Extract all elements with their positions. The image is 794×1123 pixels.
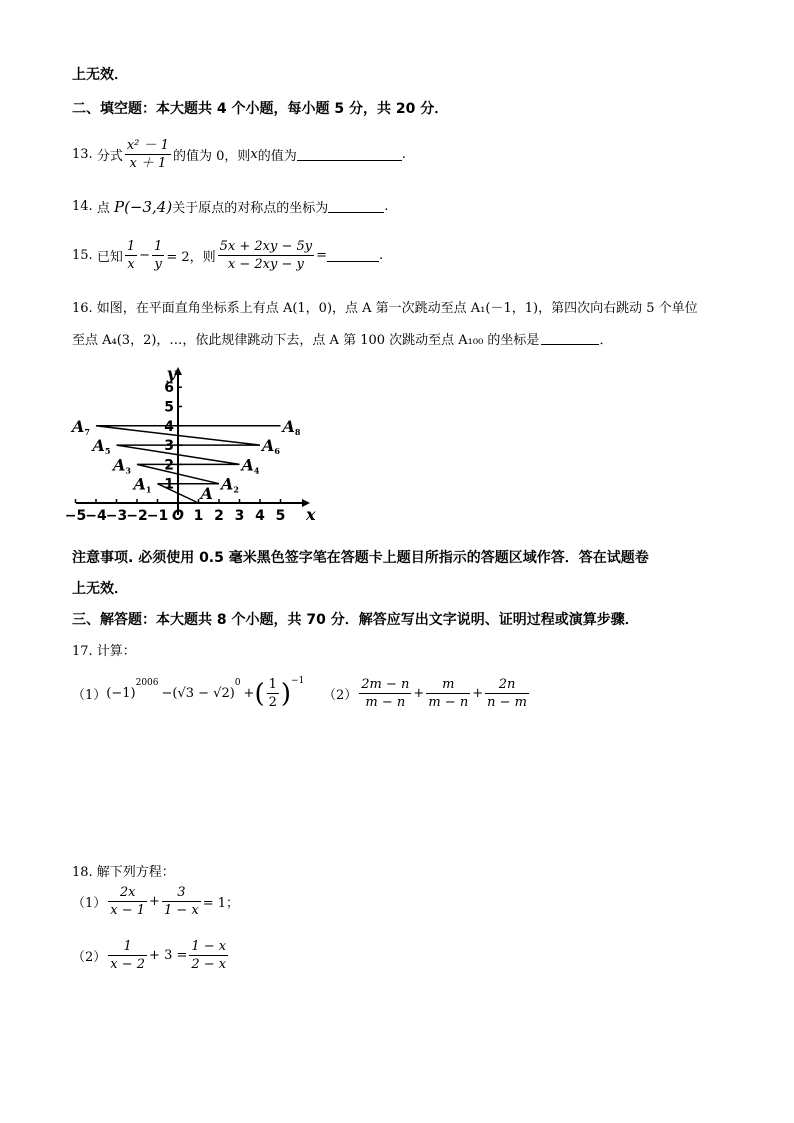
- y-tick-label: 2: [164, 457, 174, 474]
- q15-end: .: [379, 248, 384, 263]
- x-tick-label: −4: [85, 508, 107, 524]
- y-tick-label: 1: [164, 476, 174, 493]
- q15-pre: 已知: [96, 250, 123, 265]
- q17-p1-frac-den: 2: [268, 695, 277, 710]
- q18-p1-f1-den: x − 1: [110, 903, 146, 918]
- q17-p1-plus: +: [243, 686, 255, 701]
- q15-eq: = 2，则: [166, 250, 216, 265]
- q18-part-1: （1） $\frac{2x}{x - 1}$ + $\frac{3}{1 - x}$ = 1；: [72, 885, 240, 918]
- q17-p1-paren-right: ): [280, 678, 292, 709]
- coordinate-figure: [64, 363, 320, 528]
- point-label-3: A3: [113, 455, 131, 476]
- q14-pre: 点: [96, 201, 110, 216]
- q17-p2-frac-3: [485, 676, 529, 711]
- q13-pre: 分式: [96, 149, 123, 164]
- point-label-0: A: [200, 484, 213, 503]
- q16-answer-blank[interactable]: [541, 332, 599, 345]
- q15-frac-1-num: 1: [126, 239, 136, 254]
- q14-end: .: [384, 199, 389, 214]
- q18-p1-f1-num: 2x: [108, 884, 147, 902]
- q17-part-1: [72, 676, 304, 711]
- q15-minus: −: [139, 248, 151, 263]
- point-label-4: A4: [241, 455, 260, 476]
- q17-p1-label: （1）: [72, 688, 107, 703]
- q18-p2-f2-den: 2 − x: [191, 957, 227, 972]
- q17-p1-a: (−1): [106, 686, 136, 701]
- q15-answer-blank[interactable]: [327, 249, 379, 262]
- q18-p1-label: （1）: [72, 896, 107, 911]
- question-17-title: 17. 计算：: [72, 644, 136, 659]
- q13-fraction-num: x² － 1: [126, 138, 169, 153]
- q17-p2-f1-den: m − n: [365, 695, 406, 710]
- question-15: [72, 238, 383, 273]
- q17-p1-paren-left: (: [254, 678, 265, 709]
- q18-p1-f2-num: 3: [162, 884, 201, 902]
- x-tick-label: −1: [146, 508, 169, 524]
- q18-p1-f2-den: 1 − x: [163, 903, 199, 918]
- q18-p2-f2-num: 1 − x: [191, 939, 227, 954]
- q15-frac-1: [125, 238, 137, 273]
- y-axis-label: y: [166, 364, 176, 383]
- point-label-8: A8: [282, 416, 301, 437]
- question-16-line-1: 16. 如图，在平面直角坐标系上有点 A(1，0)，点 A 第一次跳动至点 A₁(－1，1)，第四次向右跳动 5 个单位: [72, 301, 698, 316]
- q18-p1-rhs: = 1；: [202, 896, 240, 911]
- q15-eq2: =: [316, 248, 327, 263]
- x-tick-label: 1: [193, 508, 204, 524]
- q17-p1-frac: [267, 676, 279, 711]
- q17-p2-frac-1: [359, 676, 411, 711]
- q18-part-2: [72, 938, 230, 973]
- q17-p2-frac-2: [426, 676, 470, 711]
- q13-post: 的值为 0，则: [172, 149, 251, 164]
- q13-answer-blank[interactable]: [297, 148, 402, 161]
- section-2-title: 二、填空题：本大题共 4 个小题，每小题 5 分，共 20 分．: [72, 101, 449, 117]
- q18-p1-frac-1: [108, 884, 147, 919]
- point-label-2: A2: [221, 474, 239, 495]
- x-tick-label: −2: [126, 508, 148, 524]
- q16-line2-text: 至点 A₄(3，2)，…，依此规律跳动下去，点 A 第 100 次跳动至点 A₁₀₀ 的坐标是: [72, 333, 540, 348]
- q17-p2-f1-num: 2m − n: [361, 677, 410, 692]
- q18-p1-frac-2: [162, 884, 201, 919]
- q13-end: .: [401, 147, 406, 162]
- point-label-5: A5: [92, 436, 111, 457]
- x-tick-label: 5: [275, 508, 286, 524]
- x-tick-label: −3: [105, 508, 128, 524]
- y-tick-label: 6: [164, 380, 174, 397]
- q15-frac-2-den: y: [154, 257, 162, 272]
- q17-p1-b-exp: 0: [234, 678, 241, 688]
- q17-p1-frac-num: 1: [268, 677, 277, 692]
- q17-part-2: （2） $\frac{2m - n}{m - n}$ + $\frac{m}{m - n}$ + $\frac{2n}{n - m}$: [323, 677, 527, 710]
- q17-p2-f3-den: n − m: [487, 695, 527, 710]
- q14-post: 关于原点的对称点的坐标为: [172, 201, 329, 216]
- q13-number: 13.: [72, 147, 93, 162]
- notice-line-2: 上无效．: [72, 581, 128, 597]
- x-tick-label: 3: [234, 508, 245, 524]
- q14-point: P(−3,4): [113, 197, 173, 216]
- q15-number: 15.: [72, 248, 93, 263]
- q15-frac-3-den: x − 2xy − y: [227, 257, 304, 272]
- y-tick-label: 4: [164, 418, 174, 435]
- q18-p2-frac-1: [108, 938, 147, 973]
- q18-p2-label: （2）: [72, 950, 107, 965]
- x-tick-label: O: [172, 508, 184, 524]
- q17-p1-b: −(√3 − √2): [161, 686, 235, 701]
- x-tick-label: −5: [64, 508, 87, 524]
- carryover-text: 上无效．: [72, 67, 128, 83]
- q17-p2-f3-num: 2n: [485, 676, 529, 694]
- y-tick-label: 5: [164, 399, 174, 416]
- q15-frac-2-num: 1: [154, 239, 163, 254]
- x-tick-label: 2: [214, 508, 224, 524]
- x-tick-label: 4: [255, 508, 265, 524]
- q17-p2-label: （2）: [323, 688, 358, 703]
- q18-p2-frac-2: [189, 938, 228, 973]
- q17-p2-f2-num: m: [426, 676, 470, 694]
- question-16-line-2: [72, 329, 612, 348]
- q13-var: x: [250, 147, 258, 162]
- q14-answer-blank[interactable]: [328, 200, 384, 213]
- y-tick-label: 3: [164, 438, 174, 455]
- x-axis-label: x: [306, 505, 316, 524]
- q13-post2: 的值为: [257, 149, 297, 164]
- q17-p2-f2-den: m − n: [428, 695, 469, 710]
- q18-p2-mid: + 3 =: [149, 948, 188, 963]
- point-label-6: A6: [262, 436, 280, 457]
- q15-frac-3: [218, 238, 314, 273]
- q18-p2-f1-num: 1: [108, 938, 147, 956]
- section-3-title: 三、解答题：本大题共 8 个小题，共 70 分．解答应写出文字说明、证明过程或演算步骤．: [72, 612, 639, 628]
- question-18-title: 18. 解下列方程：: [72, 865, 175, 880]
- question-13: [72, 137, 406, 172]
- q15-frac-3-num: 5x + 2xy − 5y: [219, 239, 313, 254]
- q15-frac-1-den: x: [127, 257, 135, 272]
- notice-line-1: 注意事项. 必须使用 0.5 毫米黑色签字笔在答题卡上题目所指示的答题区域作答．答在试题卷: [72, 550, 649, 566]
- q18-p2-f1-den: x − 2: [110, 957, 146, 972]
- point-label-1: A1: [133, 474, 152, 495]
- q16-end: ．: [599, 333, 613, 348]
- q17-p1-c-exp: −1: [291, 676, 305, 686]
- question-14: [72, 197, 388, 216]
- q17-p1-a-exp: 2006: [135, 678, 159, 688]
- q15-frac-2: [152, 238, 164, 273]
- q14-number: 14.: [72, 199, 93, 214]
- q13-fraction: [125, 137, 171, 172]
- q13-fraction-den: x ＋ 1: [129, 156, 167, 171]
- point-label-7: A7: [72, 416, 90, 437]
